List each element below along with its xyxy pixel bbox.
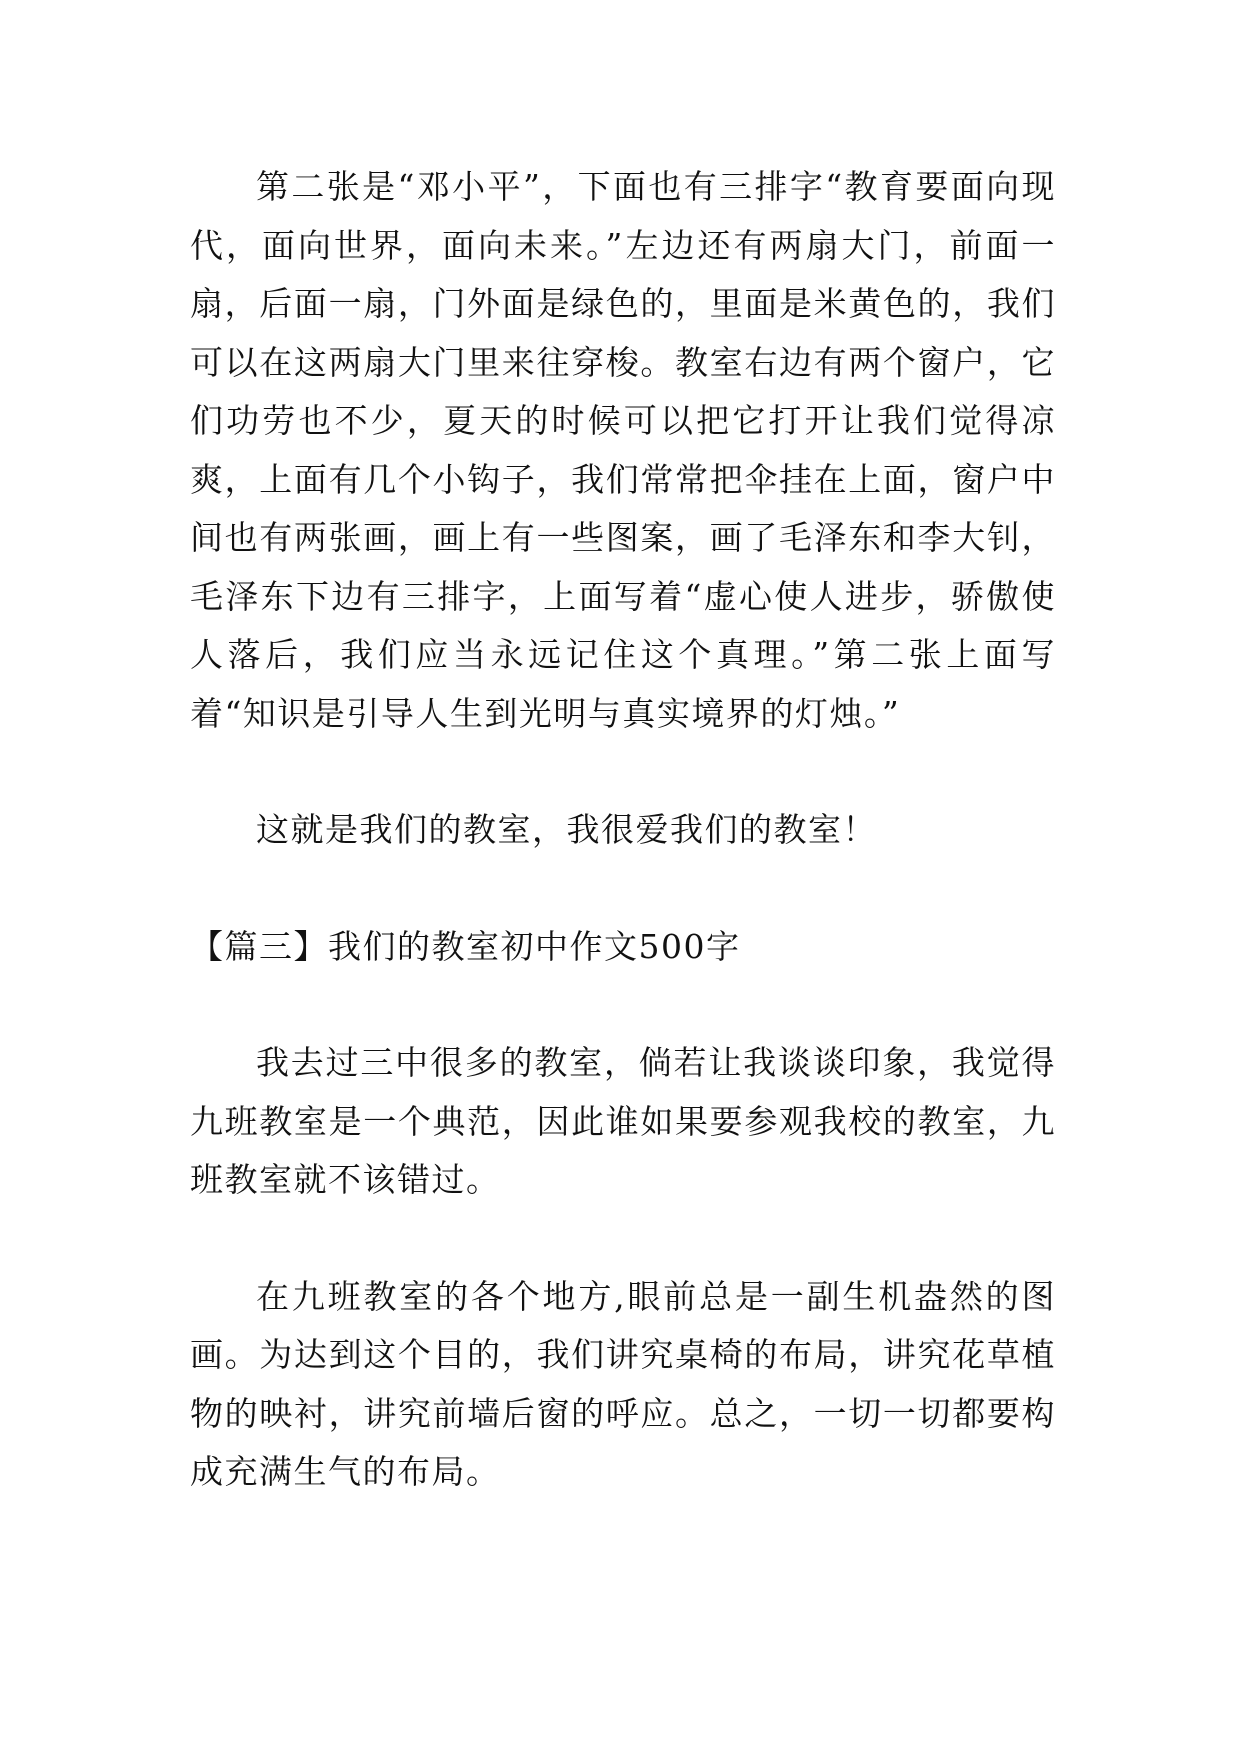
paragraph-love-classroom: 这就是我们的教室，我很爱我们的教室！	[256, 810, 877, 849]
paragraph-class-nine-intro: 我去过三中很多的教室，倘若让我谈谈印象，我觉得九班教室是一个典范，因此谁如果要参观我校的教室，九班教室就不该错过。	[190, 1043, 1056, 1199]
section-heading: 【篇三】我们的教室初中作文500字	[190, 926, 741, 966]
paragraph-classroom-windows: 第二张是“邓小平”，下面也有三排字“教育要面向现代，面向世界，面向未来。”左边还有两扇大门，前面一扇，后面一扇，门外面是绿色的，里面是米黄色的，我们可以在这两扇大门里来往穿梭。教室右边有两个窗户，它们功劳也不少，夏天的时候可以把它打开让我们觉得凉爽，上面有几个小钩子，我们常常把伞挂在上面，窗户中间也有两张画，画上有一些图案，画了毛泽东和李大钊，毛泽东下边有三排字，上面写着“虚心使人进步，骄傲使人落后，我们应当永远记住这个真理。”第二张上面写着“知识是引导人生到光明与真实境界的灯烛。”	[190, 167, 1056, 733]
paragraph-class-nine-layout: 在九班教室的各个地方,眼前总是一副生机盎然的图画。为达到这个目的，我们讲究桌椅的布局，讲究花草植物的映衬，讲究前墙后窗的呼应。总之，一切一切都要构成充满生气的布局。	[190, 1276, 1056, 1491]
document-page	[190, 158, 1056, 1502]
